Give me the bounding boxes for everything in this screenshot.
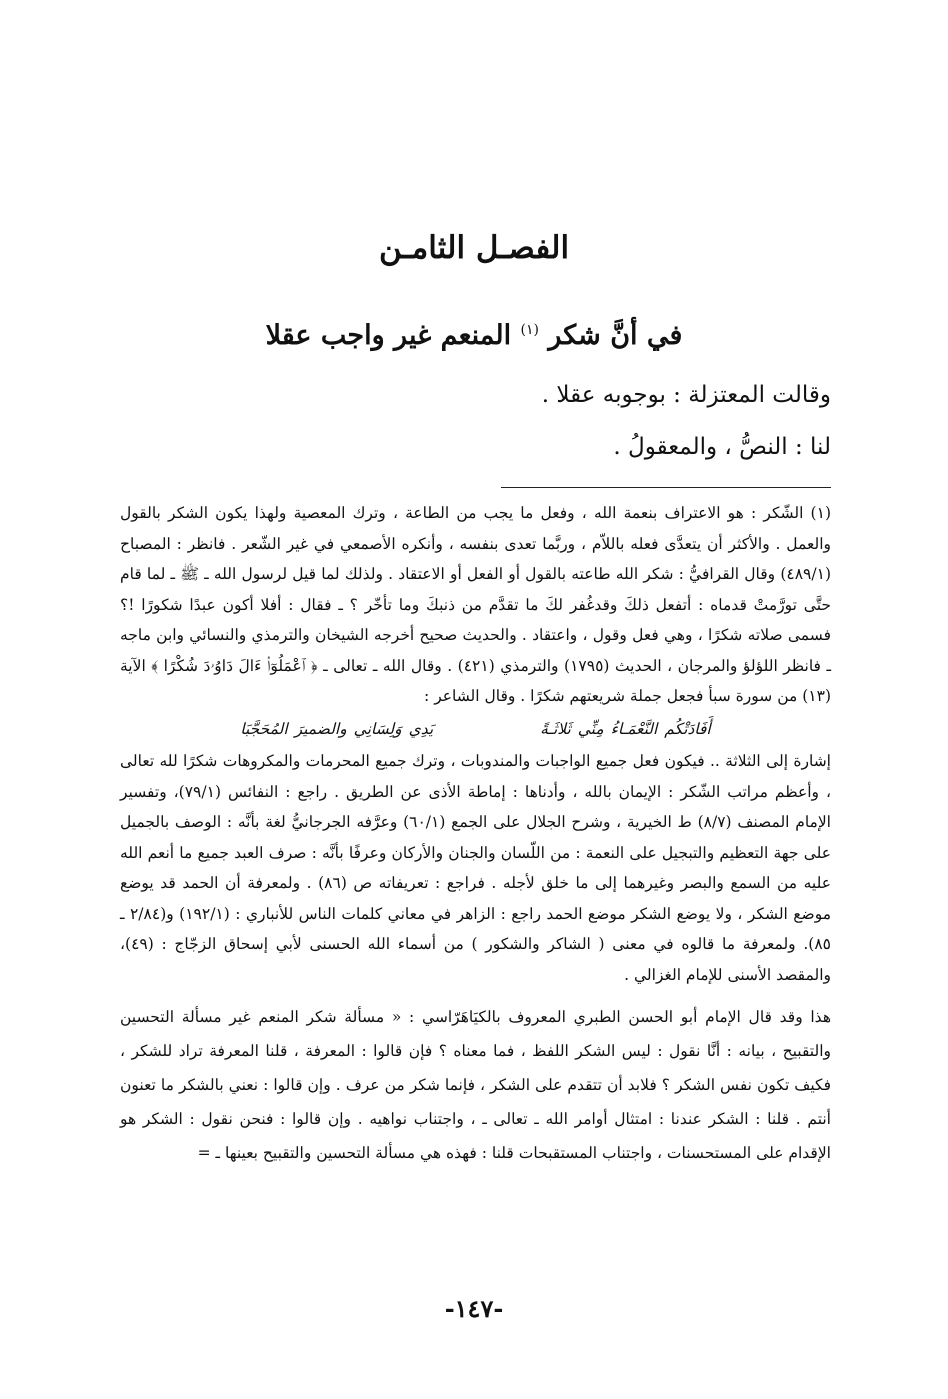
body-line-mutazila: وقالت المعتزلة : بوجوبه عقلا .	[541, 382, 831, 408]
section-title-start: في أنَّ شكر	[548, 320, 683, 351]
footnote-divider	[501, 487, 831, 488]
section-title	[0, 318, 948, 354]
verse-hemistich-second: يَدِي وَلِسَانِي والضميرَ المُحَجَّبَا	[240, 719, 434, 738]
footnote-paragraph-explanation: إشارة إلى الثلاثة .. فيكون فعل جميع الواجبات والمندوبات ، وترك جميع المحرمات والمكروهات شكرًا لله تعالى ، وأعظم مراتب الشّكر : الإيمان بالله ، وأدناها : إماطة الأذى عن الطريق . راجع : النفائس (٧٩/١)، وتفسير الإمام المصنف (٨/٧) ط الخيرية ، وشرح الجلال على الجمع (٦٠/١) وعرَّفه الجرجانيُّ لغة بأنَّه : الوصف بالجميل على جهة التعظيم والتبجيل على النعمة : من اللّسان والجنان والأركان وعرفًا بأنَّه : صرف العبد جميع ما أنعم الله عليه من السمع والبصر وغيرهما إلى ما خلق لأجله . فراجع : تعريفاته ص (٨٦) . ولمعرفة أن الحمد قد يوضع موضع الشكر ، ولا يوضع الشكر موضع الحمد راجع : الزاهر في معاني كلمات الناس للأنباري : (١٩٢/١) و(٢/٨٤ ـ ٨٥). ولمعرفة ما قالوه في معنى ( الشاكر والشكور ) من أسماء الله الحسنى لأبي إسحاق الزجّاج : (٤٩)، والمقصد الأسنى للإمام الغزالي .	[120, 752, 832, 984]
body-line-evidence: لنا : النصُّ ، والمعقولُ .	[613, 434, 831, 460]
footnote-paragraph-quote: هذا وقد قال الإمام أبو الحسن الطبري المعروف بالكيَاهَرّاسي : « مسألة شكر المنعم غير مسألة التحسين والتقبيح ، بيانه : أنَّا نقول : ليس الشكر اللفظ ، فما معناه ؟ فإن قالوا : المعرفة ، قلنا المعرفة تراد للشكر ، فكيف تكون نفس الشكر ؟ فلابد أن تتقدم على الشكر ، فإنما شكر من عرف . وإن قالوا : نعني بالشكر ما تعنون أنتم . قلنا : الشكر عندنا : امتثال أوامر الله ـ تعالى ـ ، واجتناب نواهيه . وإن قالوا : فنحن نقول : الشكر هو الإقدام على المستحسنات ، واجتناب المستقبحات قلنا : فهذه هي مسألة التحسين والتقبيح بعينها ـ =	[120, 1008, 831, 1162]
chapter-title: الفصـل الثامـن	[378, 230, 570, 266]
footnote-paragraph-definition: (١) الشّكر : هو الاعتراف بنعمة الله ، وفعل ما يجب من الطاعة ، وترك المعصية ولهذا يكون الشكر بالقول والعمل . والأكثر أن يتعدَّى فعله باللاّم ، وربَّما تعدى بنفسه ، وأنكره الأصمعي في غير الشّعر . فانظر : المصباح (٤٨٩/١) وقال القرافيُّ : شكر الله طاعته بالقول أو الفعل أو الاعتقاد . ولذلك لما قيل لرسول الله ـ ﷺ ـ لما قام حتَّى تورَّمتْ قدماه : أتفعل ذلكَ وقدغُفر لكَ ما تقدَّم من ذنبكَ وما تأخّر ؟ ـ فقال : أفلا أكون عبدًا شكورًا !؟ فسمى صلاته شكرًا ، وهي فعل وقول ، واعتقاد . والحديث صحيح أخرجه الشيخان والترمذي والنسائي وابن ماجه ـ فانظر اللؤلؤ والمرجان ، الحديث (١٧٩٥) والترمذي (٤٢١) . وقال الله ـ تعالى ـ ﴿ ٱعْمَلُوٓا۟ ءَالَ دَاوُۥدَ شُكْرًا ﴾ الآية (١٣) من سورة سبأ فجعل جملة شريعتهم شكرًا . وقال الشاعر :	[120, 504, 832, 705]
footnote-reference: (١)	[520, 322, 539, 338]
verse-hemistich-first: أَفَادَتْكُم النَّعْمَـاءُ مِنِّي ثَلاثَـةً	[540, 719, 711, 738]
page-number: -١٤٧-	[444, 1294, 504, 1323]
section-title-end: المنعم غير واجب عقلا	[265, 320, 512, 351]
footnote-section	[120, 498, 831, 1170]
poetry-verse	[120, 714, 831, 745]
